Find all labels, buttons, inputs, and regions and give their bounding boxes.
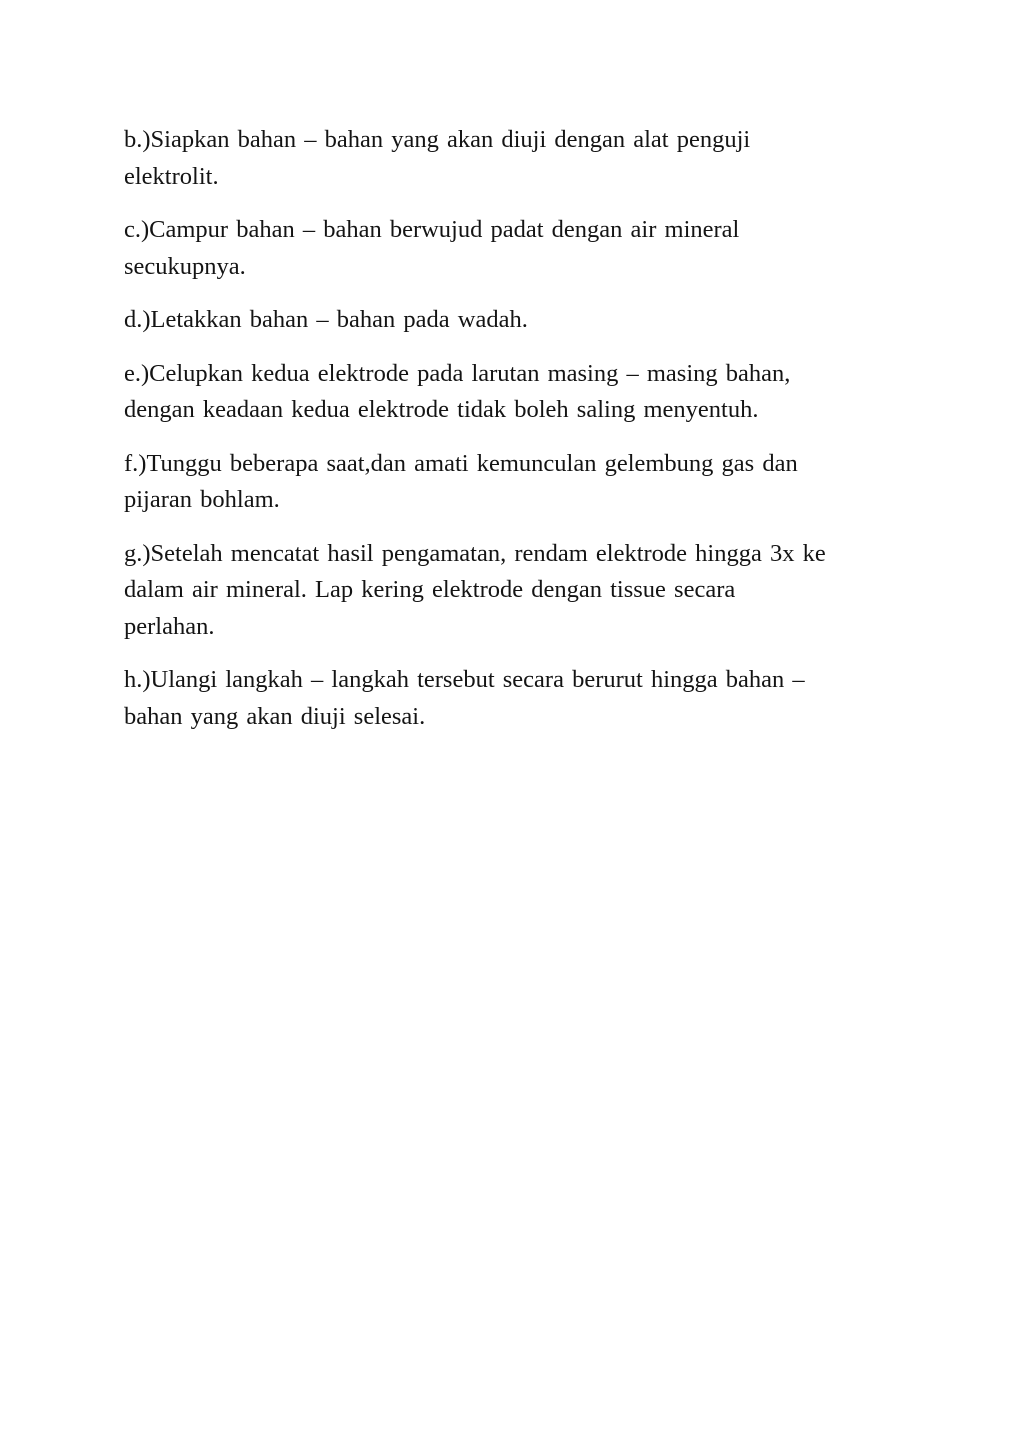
step-line: f.)Tunggu beberapa saat,dan amati kemunculan gelembung gas dan (124, 449, 798, 477)
step-line: c.)Campur bahan – bahan berwujud padat dengan air mineral (124, 216, 740, 243)
step-b (124, 122, 904, 195)
step-f (124, 446, 904, 519)
step-line: elektrolit. (124, 162, 219, 190)
step-line: pijaran bohlam. (124, 486, 280, 513)
step-line: dalam air mineral. Lap kering elektrode dengan tissue secara (124, 576, 736, 603)
step-line: g.)Setelah mencatat hasil pengamatan, rendam elektrode hingga 3x ke (124, 539, 826, 567)
step-line: e.)Celupkan kedua elektrode pada larutan masing – masing bahan, (124, 359, 791, 387)
step-g (124, 536, 904, 646)
step-line: b.)Siapkan bahan – bahan yang akan diuji dengan alat penguji (124, 126, 751, 153)
step-line: d.)Letakkan bahan – bahan pada wadah. (124, 306, 528, 333)
step-line: secukupnya. (124, 252, 246, 280)
step-e (124, 356, 904, 429)
step-line: perlahan. (124, 612, 215, 640)
step-line: h.)Ulangi langkah – langkah tersebut secara berurut hingga bahan – (124, 666, 805, 693)
step-h (124, 662, 904, 735)
step-c (124, 212, 904, 285)
step-line: bahan yang akan diuji selesai. (124, 702, 426, 730)
procedure-steps (124, 122, 904, 752)
step-line: dengan keadaan kedua elektrode tidak boleh saling menyentuh. (124, 396, 759, 423)
step-d (124, 302, 904, 339)
